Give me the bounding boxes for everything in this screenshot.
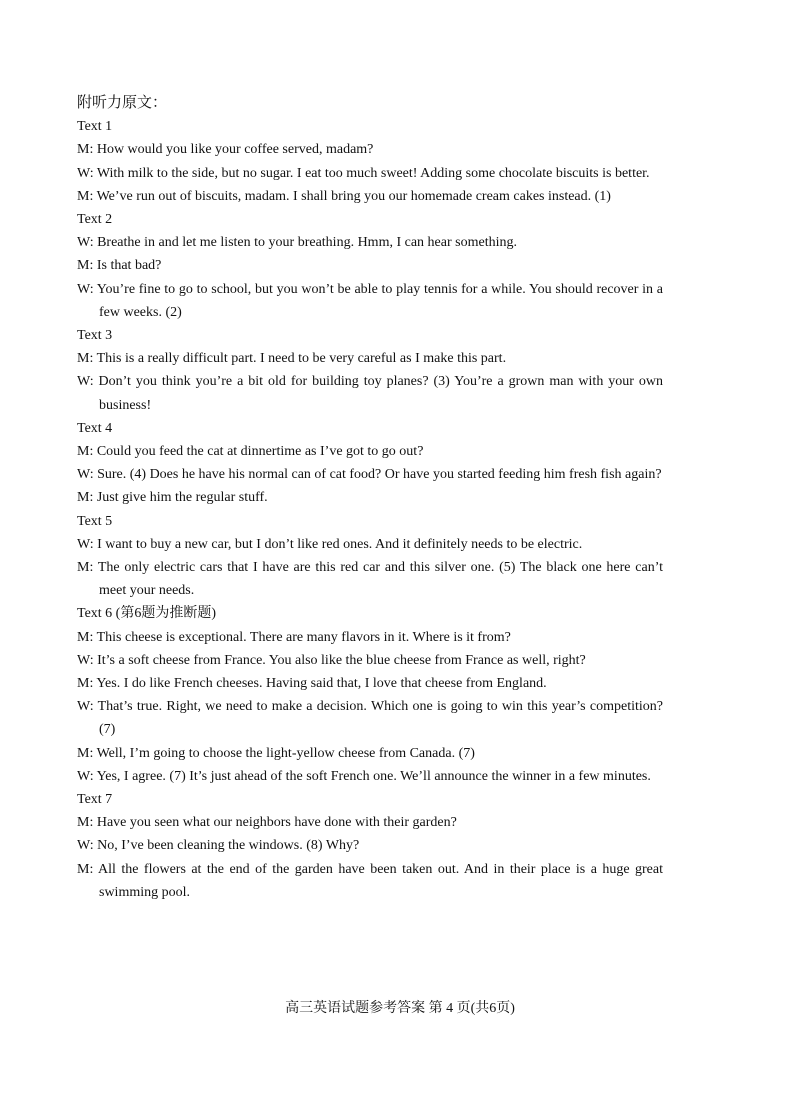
dialogue-line: M: How would you like your coffee served, madam?	[77, 142, 374, 158]
dialogue-line: W: Yes, I agree. (7) It’s just ahead of the soft French one. We’ll announce the winner in a few minutes.	[77, 768, 651, 784]
text-section-7	[77, 788, 663, 904]
page-footer: 高三英语试题参考答案 第 4 页(共6页)	[285, 1001, 515, 1016]
dialogue-line: M: Yes. I do like French cheeses. Having said that, I love that cheese from England.	[77, 676, 547, 692]
section-title: Text 7	[77, 792, 113, 808]
transcript-content	[77, 92, 663, 904]
dialogue-line: W: Breathe in and let me listen to your breathing. Hmm, I can hear something.	[77, 235, 517, 251]
dialogue-line: M: Well, I’m going to choose the light-yellow cheese from Canada. (7)	[77, 745, 475, 761]
dialogue-line: M: We’ve run out of biscuits, madam. I shall bring you our homemade cream cakes instead. (1)	[77, 188, 611, 204]
dialogue-line: W: No, I’ve been cleaning the windows. (8) Why?	[77, 838, 360, 854]
dialogue-line: W: With milk to the side, but no sugar. I eat too much sweet! Adding some chocolate biscuits is better.	[77, 165, 650, 181]
section-title: Text 1	[77, 119, 113, 135]
section-title: Text 3	[77, 328, 113, 344]
dialogue-line: W: It’s a soft cheese from France. You also like the blue cheese from France as well, right?	[77, 652, 586, 668]
section-title: Text 4	[77, 420, 113, 436]
text-section-6	[77, 602, 663, 788]
text-section-4	[77, 417, 663, 510]
dialogue-line: W: You’re fine to go to school, but you won’t be able to play tennis for a while. You should recover in a few weeks. (2)	[77, 281, 663, 320]
dialogue-line: W: Don’t you think you’re a bit old for building toy planes? (3) You’re a grown man with your own business!	[77, 374, 663, 413]
dialogue-line: W: Sure. (4) Does he have his normal can of cat food? Or have you started feeding him fresh fish again?	[77, 467, 662, 483]
dialogue-line: M: All the flowers at the end of the garden have been taken out. And in their place is a huge great swimming pool.	[77, 861, 663, 900]
dialogue-line: M: Is that bad?	[77, 258, 162, 274]
dialogue-line: W: That’s true. Right, we need to make a decision. Which one is going to win this year’s competition? (7)	[77, 699, 663, 738]
dialogue-line: M: This cheese is exceptional. There are many flavors in it. Where is it from?	[77, 629, 511, 645]
dialogue-line: M: This is a really difficult part. I need to be very careful as I make this part.	[77, 351, 507, 367]
section-title: Text 2	[77, 212, 113, 227]
text-section-3	[77, 324, 663, 417]
section-title: Text 5	[77, 513, 113, 529]
dialogue-line: M: Have you seen what our neighbors have done with their garden?	[77, 815, 457, 831]
text-section-1	[77, 115, 663, 208]
dialogue-line: M: Could you feed the cat at dinnertime as I’ve got to go out?	[77, 444, 424, 460]
text-section-5	[77, 510, 663, 603]
transcript-heading: 附听力原文：	[77, 95, 168, 111]
dialogue-line: M: The only electric cars that I have are this red car and this silver one. (5) The black one here can’t meet your needs.	[77, 560, 663, 599]
dialogue-line: M: Just give him the regular stuff.	[77, 490, 268, 506]
dialogue-line: W: I want to buy a new car, but I don’t like red ones. And it definitely needs to be electric.	[77, 536, 583, 552]
text-section-2	[77, 208, 663, 324]
section-title: Text 6 (第6题为推断题)	[77, 606, 217, 622]
